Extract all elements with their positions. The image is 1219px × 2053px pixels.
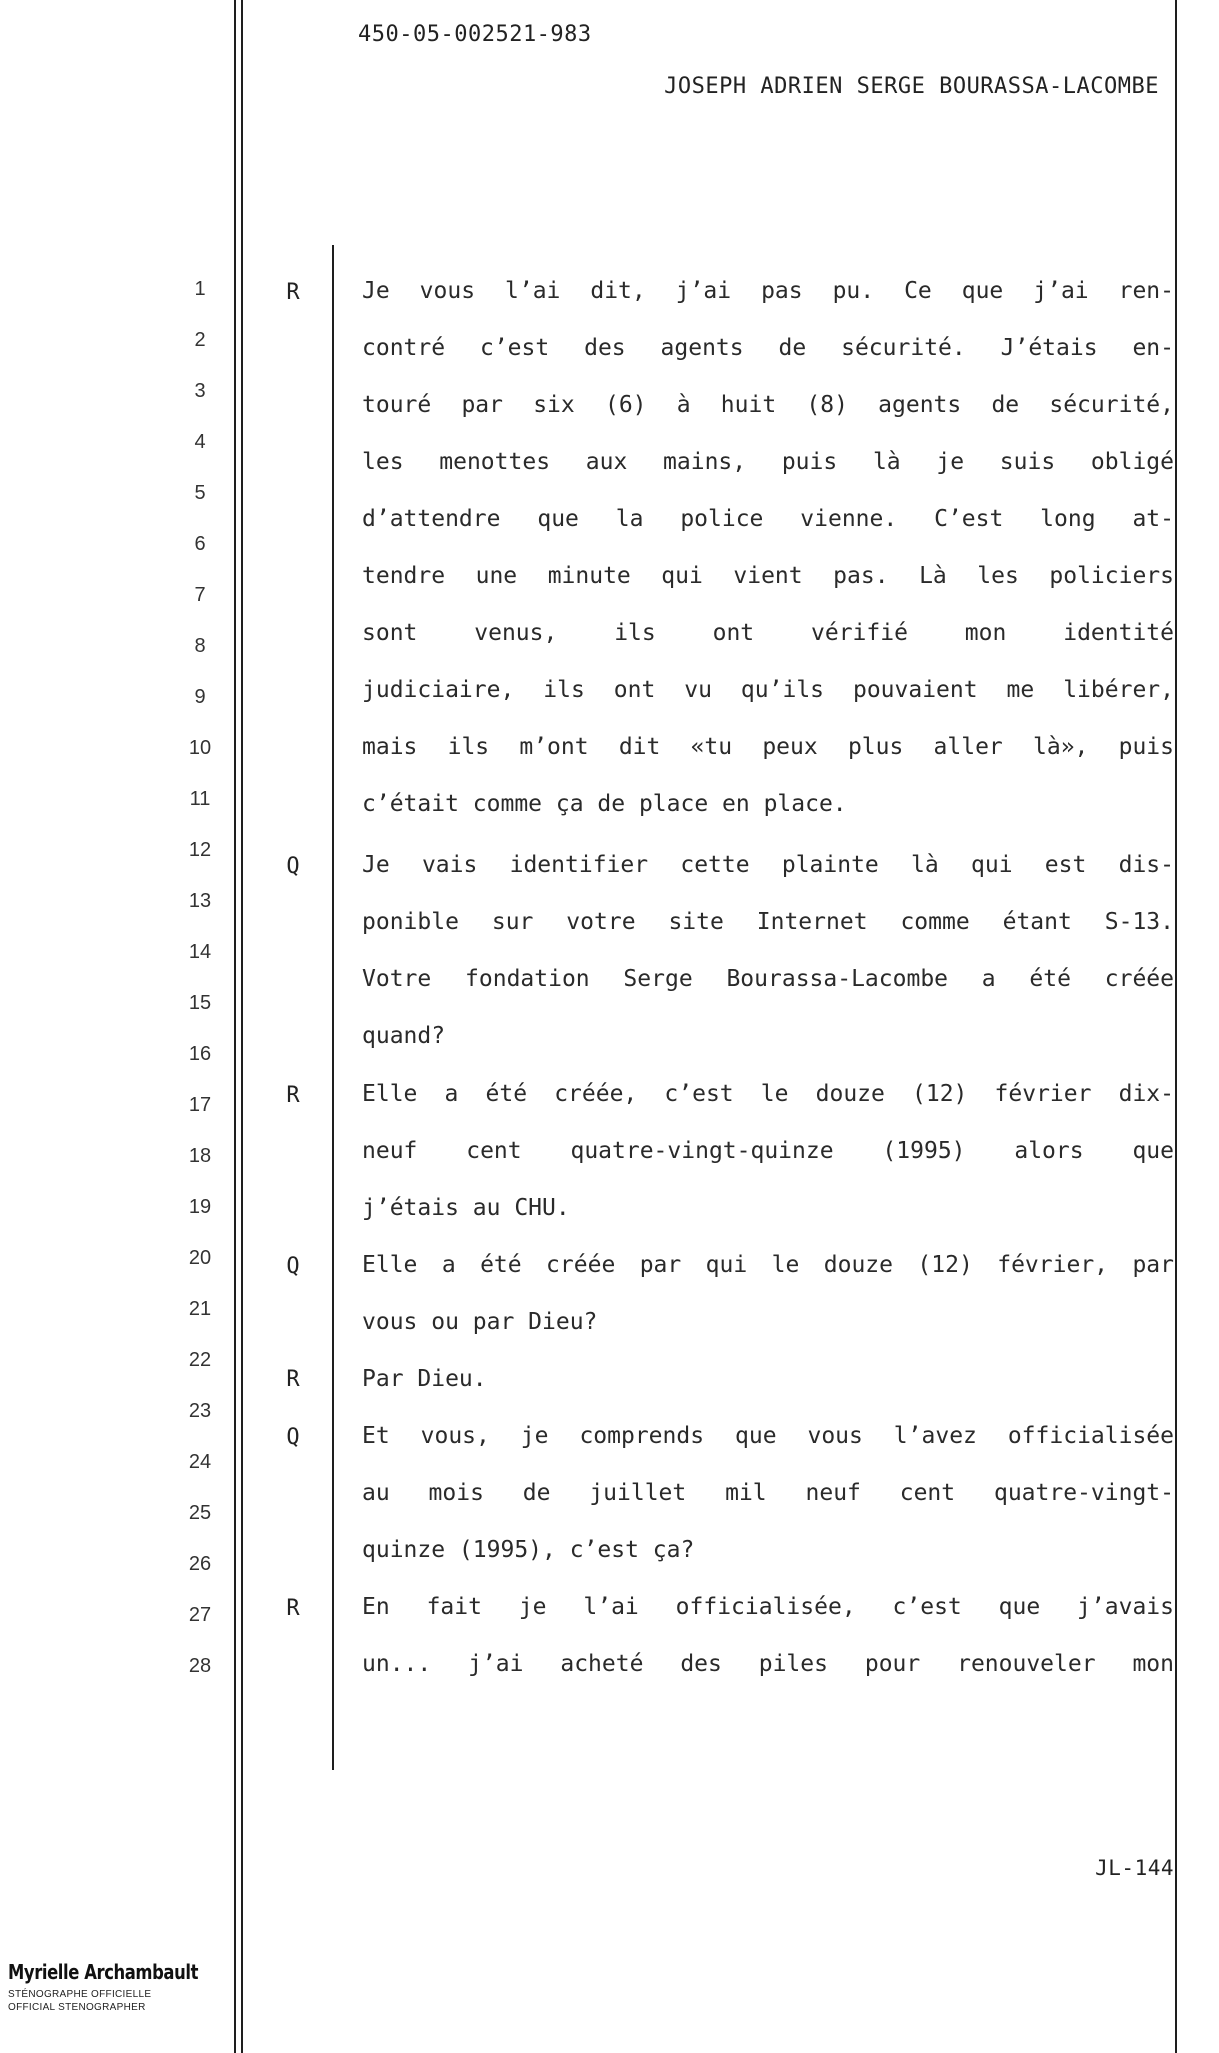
transcript-line: ponible sur votre site Internet comme étant S-13.	[362, 909, 1174, 935]
speaker-label: R	[286, 1367, 300, 1392]
line-number: 2	[194, 329, 206, 351]
line-number: 22	[188, 1349, 212, 1371]
transcript-line: contré c’est des agents de sécurité. J’étais en-	[362, 335, 1174, 361]
transcript-line: vous ou par Dieu?	[362, 1309, 598, 1335]
transcript-line: neuf cent quatre-vingt-quinze (1995) alors que	[362, 1138, 1174, 1164]
transcript-line: j’étais au CHU.	[362, 1195, 570, 1221]
speaker-label: Q	[286, 1425, 300, 1450]
line-number: 18	[188, 1145, 212, 1167]
transcript-line: En fait je l’ai officialisée, c’est que j’avais	[362, 1594, 1174, 1620]
line-number: 15	[188, 992, 212, 1014]
line-number: 8	[194, 635, 206, 657]
line-number: 5	[194, 482, 206, 504]
line-number: 21	[188, 1298, 212, 1320]
transcript-line: les menottes aux mains, puis là je suis obligé	[362, 449, 1174, 475]
page-reference: JL-144	[1095, 1856, 1174, 1880]
stenographer-name: Myrielle Archambault	[8, 1960, 198, 1984]
line-number: 7	[194, 584, 206, 606]
speaker-label: R	[286, 1083, 300, 1108]
stenographer-title-fr: STÉNOGRAPHE OFFICIELLE	[8, 1989, 152, 2000]
transcript-line: quinze (1995), c’est ça?	[362, 1537, 695, 1563]
transcript-line: mais ils m’ont dit «tu peux plus aller là», puis	[362, 734, 1174, 760]
speaker-label: Q	[286, 854, 300, 879]
line-number: 26	[188, 1553, 212, 1575]
left-margin-rule-outer	[234, 0, 236, 2053]
transcript-line: quand?	[362, 1023, 446, 1049]
speaker-label: R	[286, 280, 300, 305]
speaker-label: Q	[286, 1254, 300, 1279]
transcript-line: Elle a été créée par qui le douze (12) février, par	[362, 1252, 1174, 1278]
transcript-line: Je vous l’ai dit, j’ai pas pu. Ce que j’ai ren-	[362, 278, 1174, 304]
line-number: 20	[188, 1247, 212, 1269]
line-number: 13	[188, 890, 212, 912]
left-margin-rule-inner	[241, 0, 243, 2053]
line-number: 27	[188, 1604, 212, 1626]
transcript-line: un... j’ai acheté des piles pour renouveler mon	[362, 1651, 1174, 1677]
transcript-line: touré par six (6) à huit (8) agents de sécurité,	[362, 392, 1174, 418]
line-number: 4	[194, 431, 206, 453]
line-number: 19	[188, 1196, 212, 1218]
stenographer-title-en: OFFICIAL STENOGRAPHER	[8, 2002, 146, 2013]
transcript-line: judiciaire, ils ont vu qu’ils pouvaient me libérer,	[362, 677, 1174, 703]
line-number: 10	[188, 737, 212, 759]
line-number: 25	[188, 1502, 212, 1524]
transcript-line: Par Dieu.	[362, 1366, 487, 1392]
witness-name: JOSEPH ADRIEN SERGE BOURASSA-LACOMBE	[664, 74, 1159, 99]
transcript-line: tendre une minute qui vient pas. Là les policiers	[362, 563, 1174, 589]
speaker-column-rule	[332, 245, 334, 1770]
line-number: 11	[189, 788, 211, 810]
case-number: 450-05-002521-983	[358, 22, 592, 47]
transcript-line: Votre fondation Serge Bourassa-Lacombe a été créée	[362, 966, 1174, 992]
speaker-label: R	[286, 1596, 300, 1621]
line-number: 16	[188, 1043, 212, 1065]
transcript-line: c’était comme ça de place en place.	[362, 791, 847, 817]
line-number: 6	[194, 533, 206, 555]
line-number: 23	[188, 1400, 212, 1422]
transcript-line: d’attendre que la police vienne. C’est long at-	[362, 506, 1174, 532]
transcript-line: Et vous, je comprends que vous l’avez officialisée	[362, 1423, 1174, 1449]
transcript-line: Je vais identifier cette plainte là qui est dis-	[362, 852, 1174, 878]
right-margin-rule	[1175, 0, 1177, 2053]
transcript-line: au mois de juillet mil neuf cent quatre-vingt-	[362, 1480, 1174, 1506]
line-number: 9	[194, 686, 206, 708]
transcript-line: Elle a été créée, c’est le douze (12) février dix-	[362, 1081, 1174, 1107]
line-number: 24	[188, 1451, 212, 1473]
stenographer-logo	[8, 1960, 208, 2014]
line-number: 28	[188, 1655, 212, 1677]
line-number: 3	[194, 380, 206, 402]
transcript-line: sont venus, ils ont vérifié mon identité	[362, 620, 1174, 646]
line-number: 14	[188, 941, 212, 963]
line-number: 1	[194, 278, 206, 300]
line-number: 17	[188, 1094, 212, 1116]
line-number: 12	[188, 839, 212, 861]
